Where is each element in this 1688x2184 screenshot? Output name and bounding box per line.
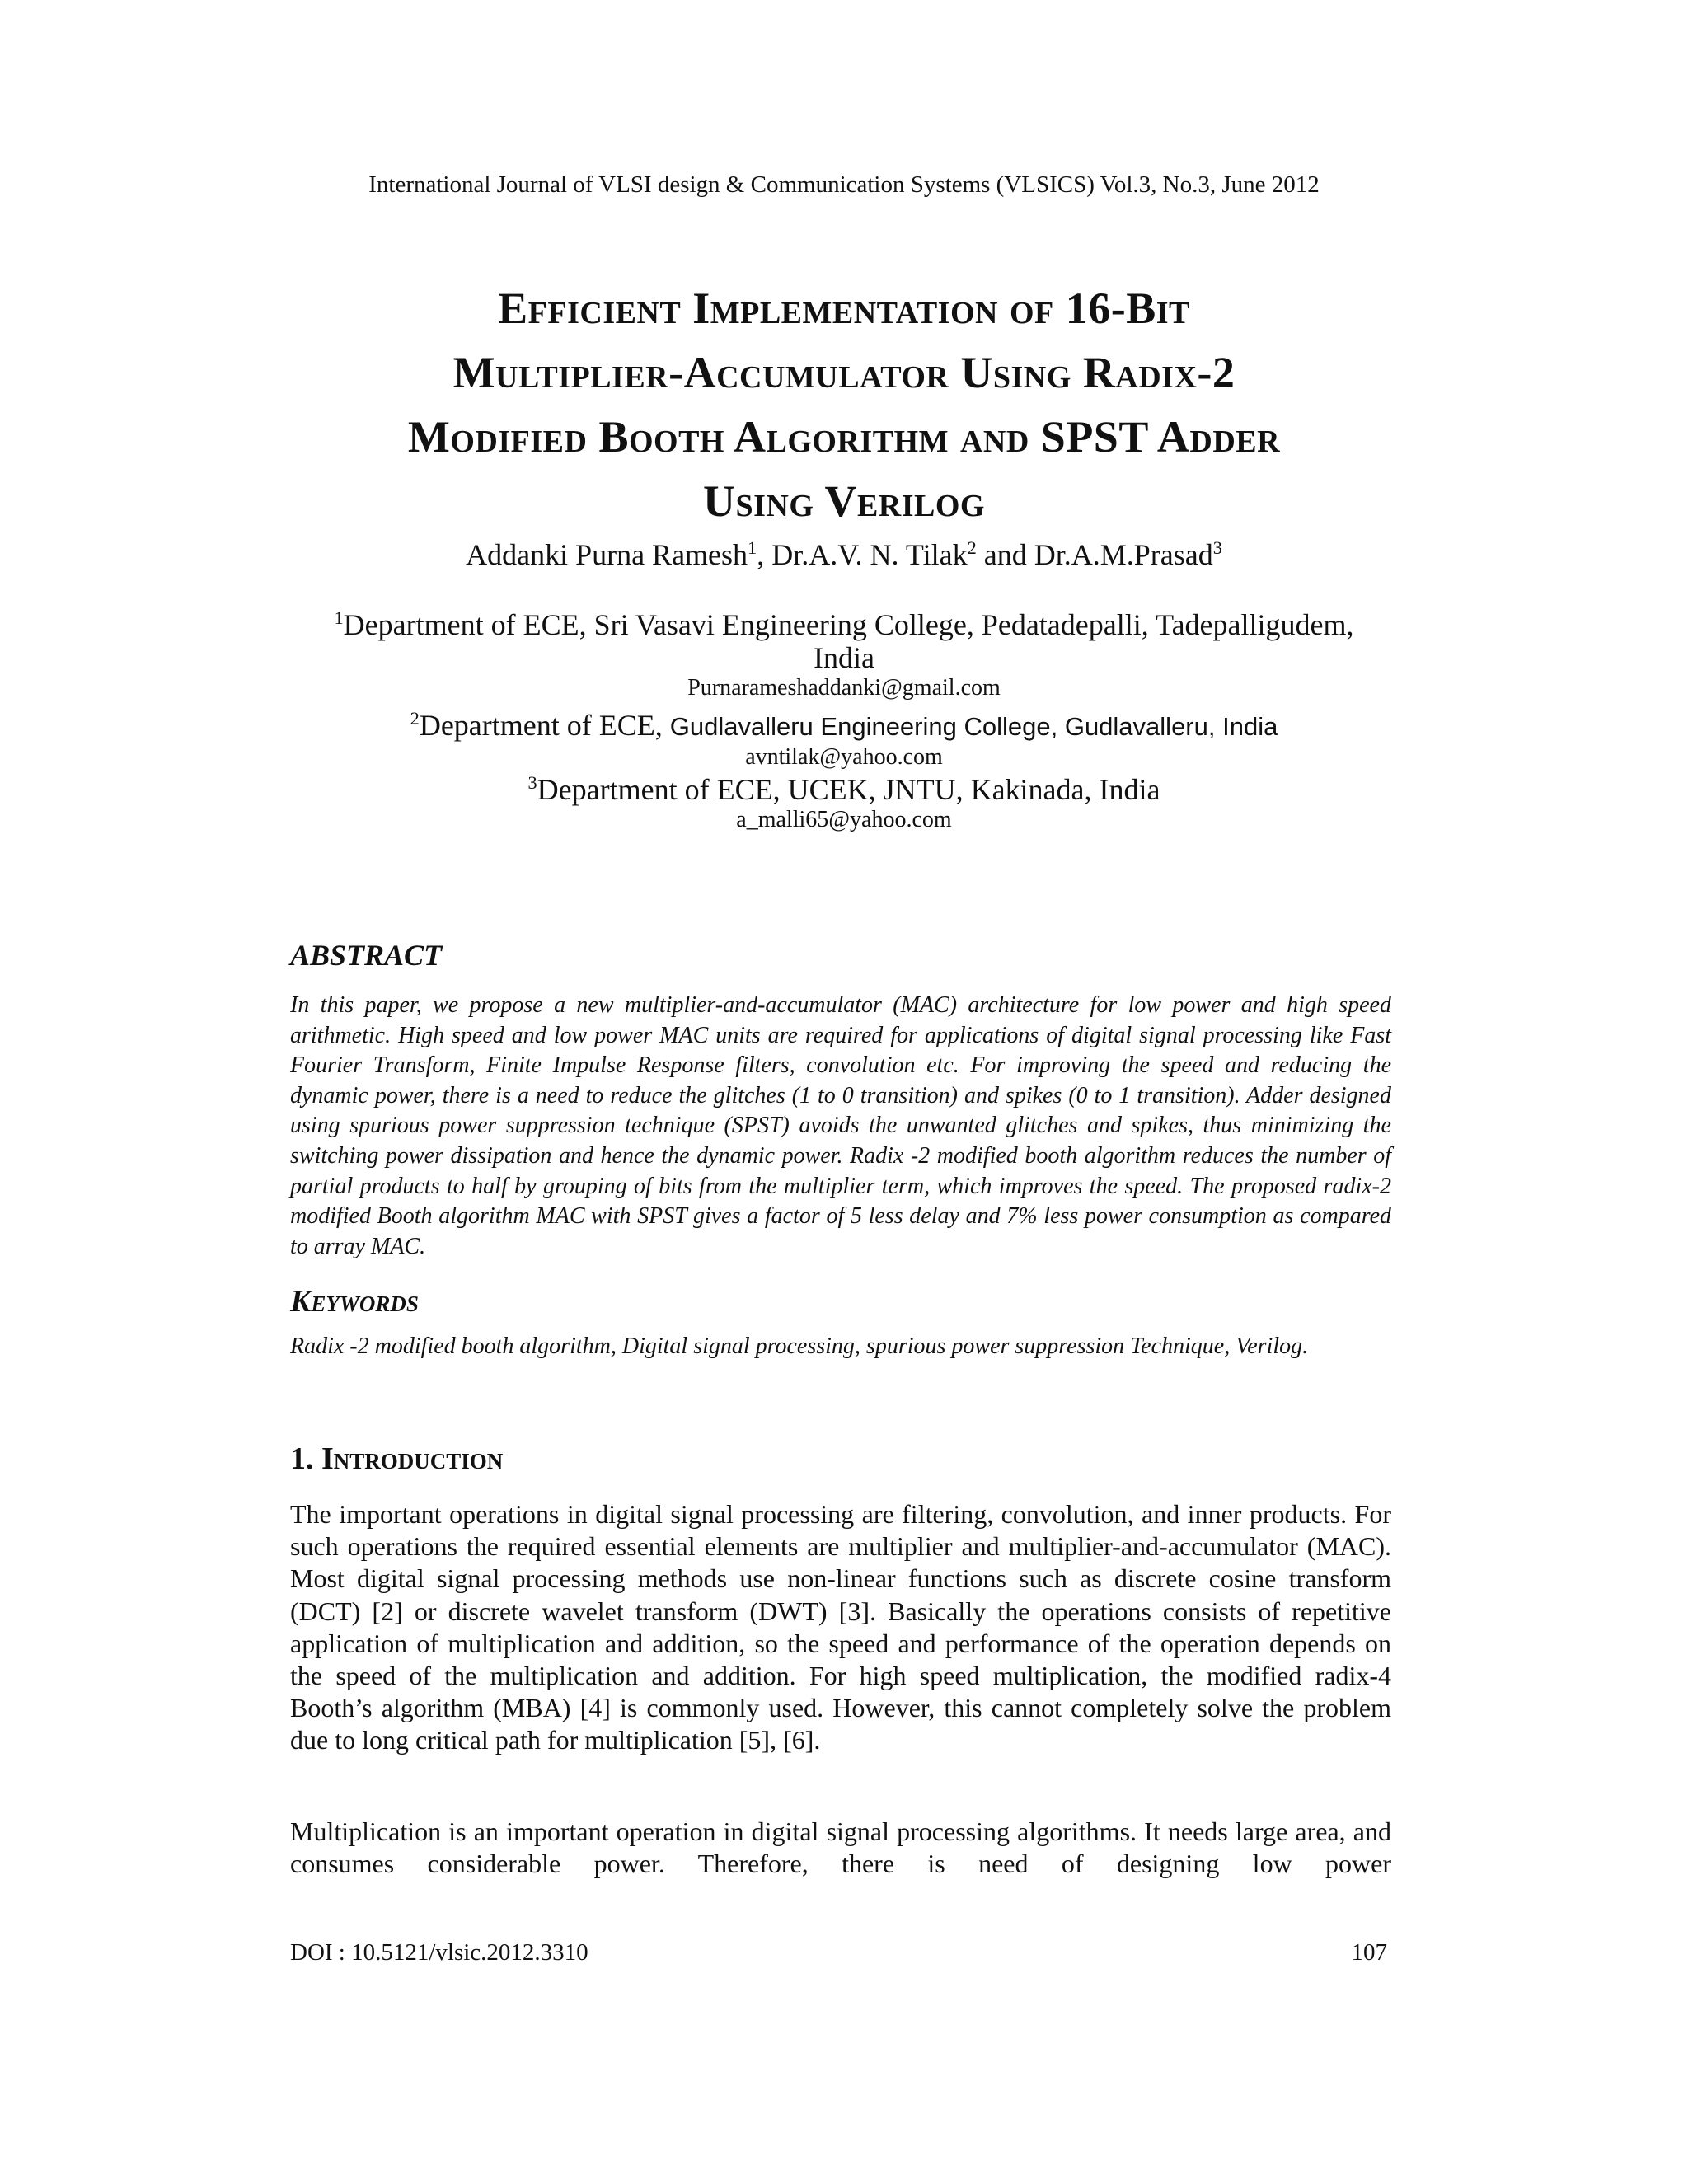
abstract-text: In this paper, we propose a new multiplier-and-accumulator (MAC) architecture for low power and high speed arithmetic. High speed and low power MAC units are required for applications of digital signal processing like Fast Fourier Transform, Finite Impulse Response filters, convolution etc. For improving the speed and reducing the dynamic power, there is a need to reduce the glitches (1 to 0 transition) and spikes (0 to 1 transition). Adder designed using spurious power suppression technique (SPST) avoids the unwanted glitches and spikes, thus minimizing the switching power dissipation and hence the dynamic power. Radix -2 modified booth algorithm reduces the number of partial products to half by grouping of bits from the multiplier term, which improves the speed. The proposed radix-2 modified Booth algorithm MAC with SPST gives a factor of 5 less delay and 7% less power consumption as compared to array MAC. bbox=[290, 992, 1391, 1259]
affiliation-1-text-cont: India bbox=[814, 641, 874, 674]
author-separator-1: , bbox=[757, 538, 772, 571]
affiliation-1 bbox=[0, 608, 1688, 702]
affiliation-1-sup: 1 bbox=[334, 607, 344, 628]
paper-title bbox=[0, 276, 1688, 533]
introduction-paragraph-2: Multiplication is an important operation in digital signal processing algorithms. It needs large area, and consumes considerable power. Therefore, there is need of designing low power bbox=[290, 1816, 1391, 1879]
author-3: Dr.A.M.Prasad bbox=[1034, 538, 1213, 571]
author-separator-2: and bbox=[976, 538, 1034, 571]
affiliation-2-sup: 2 bbox=[410, 708, 420, 729]
doi-footer: DOI : 10.5121/vlsic.2012.3310 bbox=[290, 1939, 588, 1966]
author-list bbox=[0, 537, 1688, 572]
affiliation-2 bbox=[0, 709, 1688, 771]
affiliation-1-text: Department of ECE, Sri Vasavi Engineering College, Pedatadepalli, Tadepalligudem, bbox=[343, 608, 1354, 641]
affiliation-1-email: Purnarameshaddanki@gmail.com bbox=[687, 675, 1001, 701]
author-2: Dr.A.V. N. Tilak bbox=[771, 538, 968, 571]
title-line-4: Using Verilog bbox=[703, 476, 985, 526]
affiliation-2-text: Department of ECE, bbox=[419, 709, 670, 742]
title-line-1: Efficient Implementation of 16-Bit bbox=[498, 284, 1190, 333]
affiliation-3-text: Department of ECE, UCEK, JNTU, Kakinada, India bbox=[537, 773, 1160, 806]
page-number: 107 bbox=[1351, 1939, 1387, 1966]
keywords-text: Radix -2 modified booth algorithm, Digital signal processing, spurious power suppression Technique, Verilog. bbox=[290, 1333, 1309, 1359]
title-line-3: Modified Booth Algorithm and SPST Adder bbox=[407, 412, 1281, 462]
title-line-2: Multiplier-Accumulator Using Radix-2 bbox=[452, 348, 1236, 397]
author-1-sup: 1 bbox=[748, 537, 757, 558]
author-3-sup: 3 bbox=[1212, 537, 1222, 558]
affiliation-3-email: a_malli65@yahoo.com bbox=[736, 807, 952, 832]
author-1: Addanki Purna Ramesh bbox=[466, 538, 748, 571]
introduction-heading: 1. Introduction bbox=[290, 1441, 504, 1476]
introduction-paragraph-1: The important operations in digital signal processing are filtering, convolution, and inner products. For such operations the required essential elements are multiplier and multiplier-and-accumulator (MAC). Most digital signal processing methods use non-linear functions such as discrete cosine transform (DCT) [2] or discrete wavelet transform (DWT) [3]. Basically the operations consists of repetitive application of multiplication and addition, so the speed and performance of the operation depends on the speed of the multiplication and addition. For high speed multiplication, the modified radix-4 Booth’s algorithm (MBA) [4] is commonly used. However, this cannot completely solve the problem due to long critical path for multiplication [5], [6]. bbox=[290, 1499, 1391, 1755]
keywords-heading: Keywords bbox=[290, 1284, 419, 1319]
journal-header: International Journal of VLSI design & Communication Systems (VLSICS) Vol.3, No.3, June 2012 bbox=[368, 171, 1320, 198]
affiliation-2-text-sans: Gudlavalleru Engineering College, Gudlavalleru, India bbox=[669, 712, 1278, 741]
author-2-sup: 2 bbox=[967, 537, 977, 558]
abstract-heading: ABSTRACT bbox=[290, 939, 443, 972]
affiliation-3 bbox=[0, 773, 1688, 834]
affiliation-2-email: avntilak@yahoo.com bbox=[745, 744, 943, 770]
affiliation-3-sup: 3 bbox=[528, 772, 537, 793]
